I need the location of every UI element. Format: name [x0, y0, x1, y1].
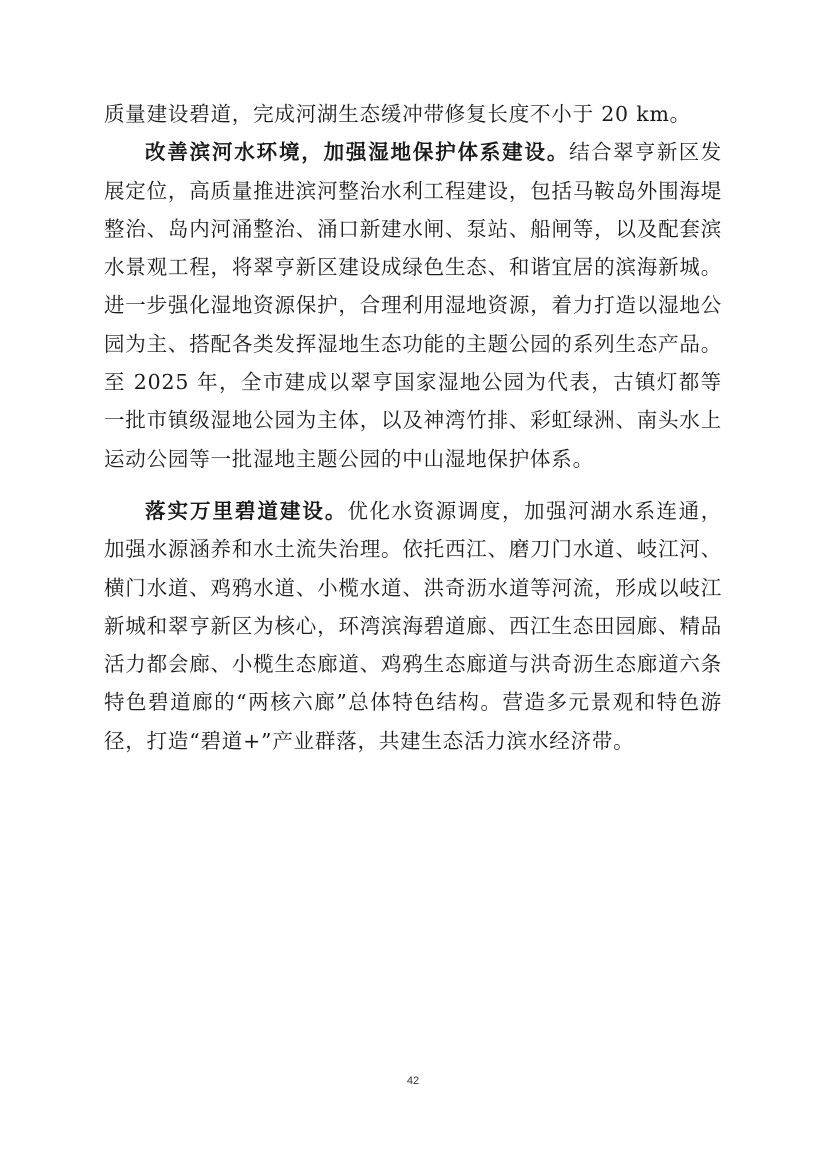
paragraph-continuation — [104, 95, 722, 133]
paragraph-text: 优化水资源调度，加强河湖水系连通，加强水源涵养和水土流失治理。依托西江、磨刀门水道、岐江河、横门水道、鸡鸦水道、小榄水道、洪奇沥水道等河流，形成以岐江新城和翠亨新区为核心，环湾滨海碧道廊、西江生态田园廊、精品活力都会廊、小榄生态廊道、鸡鸦生态廊道与洪奇沥生态廊道六条特色碧道廊的“两核六廊”总体特色结构。营造多元景观和特色游径，打造“碧道+”产业群落，共建生态活力滨水经济带。 — [104, 498, 722, 753]
paragraph-text: 结合翠亨新区发展定位，高质量推进滨河整治水利工程建设，包括马鞍岛外围海堤整治、岛内河涌整治、涌口新建水闸、泵站、船闸等，以及配套滨水景观工程，将翠亨新区建设成绿色生态、和谐宜居的滨海新城。进一步强化湿地资源保护，合理利用湿地资源，着力打造以湿地公园为主、搭配各类发挥湿地生态功能的主题公园的系列生态产品。至 2025 年，全市建成以翠亨国家湿地公园为代表，古镇灯都等一批市镇级湿地公园为主体，以及神湾竹排、彩虹绿洲、南头水上运动公园等一批湿地主题公园的中山湿地保护体系。 — [104, 140, 722, 471]
paragraph-heading: 改善滨河水环境，加强湿地保护体系建设。 — [145, 140, 570, 165]
paragraph-heading: 落实万里碧道建设。 — [145, 498, 348, 523]
document-body — [104, 95, 722, 760]
page-number: 42 — [406, 1075, 420, 1087]
paragraph-wetland-protection — [104, 133, 722, 478]
paragraph-text: 质量建设碧道，完成河湖生态缓冲带修复长度不小于 20 km。 — [104, 102, 691, 126]
paragraph-greenway — [104, 492, 722, 760]
